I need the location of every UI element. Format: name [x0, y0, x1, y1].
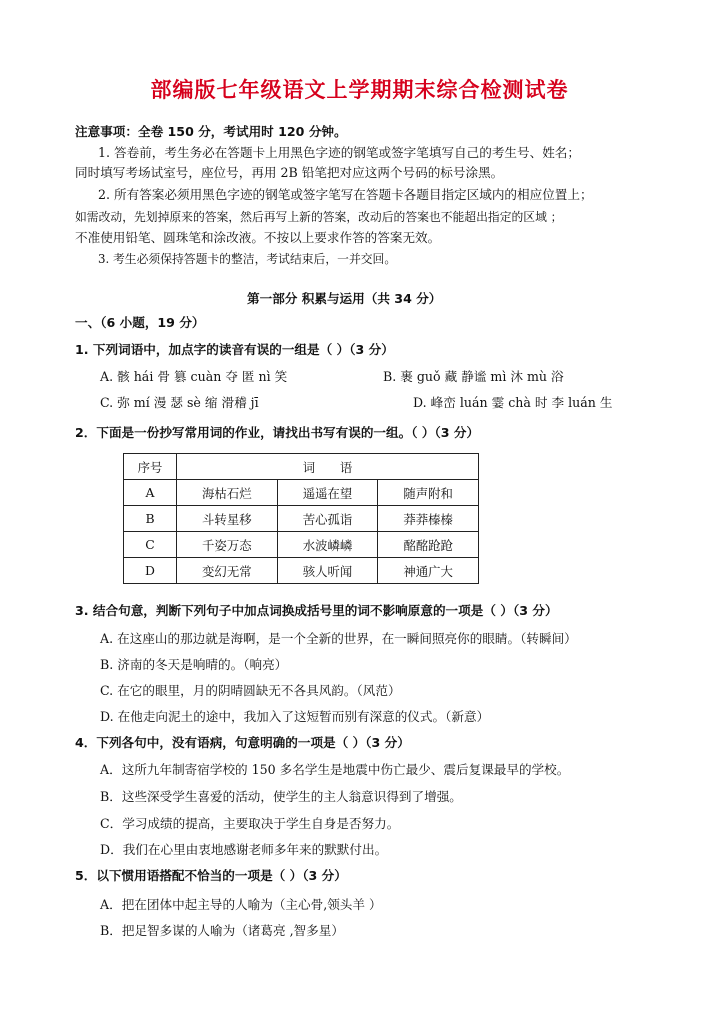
word-cell: 变幻无常: [177, 558, 278, 584]
q3-option-c: C. 在它的眼里，月的阴晴圆缺无不各具风韵。（风范）: [100, 683, 401, 698]
table-row: [124, 532, 479, 558]
header-words: 词 语: [177, 454, 479, 480]
q4-stem: 4．下列各句中，没有语病，句意明确的一项是（ ）（3 分）: [75, 735, 410, 750]
row-seq: B: [124, 506, 177, 532]
row-seq: D: [124, 558, 177, 584]
exam-title: 部编版七年级语文上学期期末综合检测试卷: [150, 78, 569, 102]
header-seq: 序号: [124, 454, 177, 480]
q1-stem: 1. 下列词语中，加点字的读音有误的一组是（ ）（3 分）: [75, 342, 394, 357]
q3-option-d: D. 在他走向泥土的途中，我加入了这短暂而别有深意的仪式。（新意）: [100, 709, 490, 724]
q5-option-b: B．把足智多谋的人喻为（诸葛亮 ,智多星）: [100, 923, 344, 938]
word-table: [123, 453, 479, 584]
word-cell: 千姿万态: [177, 532, 278, 558]
q1-option-b: B. 裹 guǒ 藏 静谧 mì 沐 mù 浴: [383, 369, 564, 384]
word-cell: 莽莽榛榛: [378, 506, 479, 532]
q4-option-d: D．我们在心里由衷地感谢老师多年来的默默付出。: [100, 842, 388, 857]
table-header-row: [124, 454, 479, 480]
q1-option-a: A. 骸 hái 骨 篡 cuàn 夺 匿 nì 笑: [100, 369, 288, 384]
q4-option-c: C．学习成绩的提高，主要取决于学生自身是否努力。: [100, 816, 400, 831]
table-row: [124, 480, 479, 506]
q3-stem: 3. 结合句意，判断下列句子中加点词换成括号里的词不影响原意的一项是（ ）（3 分）: [75, 603, 558, 618]
word-cell: 酩酩跄跄: [378, 532, 479, 558]
word-cell: 海枯石烂: [177, 480, 278, 506]
note-2c: 不准使用铅笔、圆珠笔和涂改液。不按以上要求作答的答案无效。: [75, 230, 441, 245]
table-row: [124, 558, 479, 584]
q3-option-a: A. 在这座山的那边就是海啊，是一个全新的世界，在一瞬间照亮你的眼睛。（转瞬间）: [100, 631, 577, 646]
word-cell: 斗转星移: [177, 506, 278, 532]
word-cell: 骇人听闻: [277, 558, 378, 584]
note-3: 3. 考生必须保持答题卡的整洁，考试结束后，一并交回。: [98, 252, 397, 266]
word-cell: 水波嶙嶙: [277, 532, 378, 558]
section-heading: 一、（6 小题，19 分）: [75, 315, 205, 330]
q4-option-a: A．这所九年制寄宿学校的 150 多名学生是地震中伤亡最少、震后复课最早的学校。: [100, 762, 570, 777]
note-1b: 同时填写考场试室号，座位号，再用 2B 铅笔把对应这两个号码的标号涂黑。: [75, 165, 504, 180]
part-heading: 第一部分 积累与运用（共 34 分）: [247, 291, 442, 306]
notes-heading: 注意事项：全卷 150 分，考试用时 120 分钟。: [75, 124, 347, 139]
row-seq: A: [124, 480, 177, 506]
q3-option-b: B. 济南的冬天是响晴的。（响亮）: [100, 657, 288, 672]
note-2b: 如需改动，先划掉原来的答案，然后再写上新的答案，改动后的答案也不能超出指定的区域 ；: [75, 210, 563, 224]
word-cell: 神通广大: [378, 558, 479, 584]
word-cell: 随声附和: [378, 480, 479, 506]
word-cell: 苦心孤诣: [277, 506, 378, 532]
note-2a: 2. 所有答案必须用黑色字迹的钢笔或签字笔写在答题卡各题目指定区域内的相应位置上；: [98, 187, 593, 202]
q4-option-b: B．这些深受学生喜爱的活动，使学生的主人翁意识得到了增强。: [100, 789, 462, 804]
q2-stem: 2．下面是一份抄写常用词的作业，请找出书写有误的一组。（ ）（3 分）: [75, 425, 480, 440]
q1-option-c: C. 弥 mí 漫 瑟 sè 缩 滑稽 jī: [100, 395, 259, 410]
q5-stem: 5．以下惯用语搭配不恰当的一项是（ ）（3 分）: [75, 868, 347, 883]
word-cell: 遥遥在望: [277, 480, 378, 506]
note-1a: 1. 答卷前，考生务必在答题卡上用黑色字迹的钢笔或签字笔填写自己的考生号、姓名；: [98, 145, 580, 160]
row-seq: C: [124, 532, 177, 558]
q5-option-a: A．把在团体中起主导的人喻为（主心骨,领头羊 ）: [100, 897, 382, 912]
q1-option-d: D. 峰峦 luán 霎 chà 时 李 luán 生: [413, 395, 613, 410]
table-row: [124, 506, 479, 532]
